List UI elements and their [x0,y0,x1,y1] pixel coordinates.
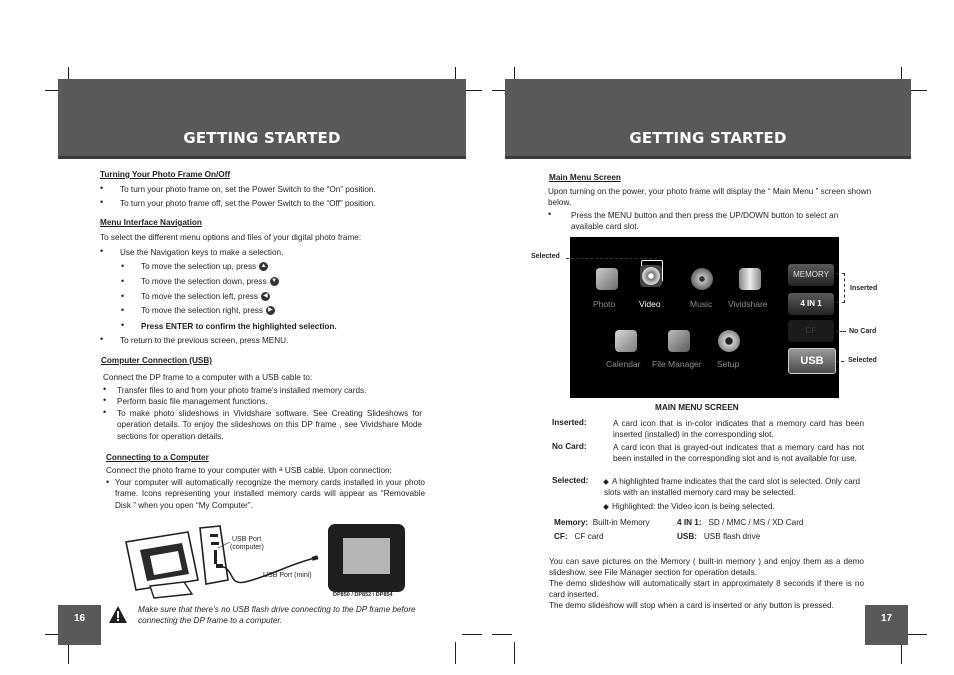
diamond-bullet-icon [603,504,609,510]
def-inserted-term: Inserted: [552,418,587,427]
onoff-item-2: To turn your photo frame off, set the Power Switch to the “Off” position. [120,199,376,208]
screen-caption: MAIN MENU SCREEN [655,403,739,412]
crop-mark [462,634,482,635]
def-nocard-text: A card icon that is grayed-out indicates that a memory card has not been installed in the corresponding slot and is not available for use. [613,443,864,463]
setup-label: Setup [717,359,740,369]
highlighted-note: Highlighted: the Video icon is being selected. [604,501,775,512]
usb-intro: Connect the DP frame to a computer with a USB cable to: [103,373,313,382]
computer-tower [200,526,228,584]
connecting-item: Your computer will automatically recognize the memory cards installed in your photo frame. Icons representing your installed memory cards will appear as “Removable Disk ” when you open “My Computer”. [115,478,425,510]
photo-icon[interactable] [596,268,618,290]
callout-selected-left: Selected [531,253,560,260]
crop-mark [514,642,515,664]
crop-mark [907,634,927,635]
arrow-right-icon: ▶ [266,306,275,315]
usb-heading: Computer Connection (USB) [101,356,212,365]
music-icon[interactable] [691,268,713,290]
def-selected-term: Selected: [552,476,589,485]
connecting-intro: Connect the photo frame to your computer with $^a$ USB cable. Upon connection: [106,466,392,475]
callout-selected-right: Selected [848,357,877,364]
crop-mark [901,642,902,664]
video-icon[interactable] [640,265,662,287]
arrow-left-icon: ◀ [261,292,270,301]
press-enter: Press ENTER to confirm the highlighted selection. [141,322,337,331]
usb-port-computer-label-2: (computer) [230,544,264,551]
usb-slot[interactable]: USB [788,348,836,374]
main-menu-bullet: Press the MENU button and then press the UP/DOWN button to select an available card slot. [571,211,839,232]
crop-mark [68,642,69,664]
arrow-down-icon: ▼ [271,278,278,285]
page-number-16: 16 [58,605,101,645]
usb-item-3: To make photo slideshows in Vividshare software. See Creating Slideshows for operation details. To enjoy the slideshows on this DP frame , see Vividshare Mode sections for operation details. [117,409,422,441]
file-manager-label: File Manager [652,359,702,369]
crop-mark [492,634,512,635]
def-selected-text: A highlighted frame indicates that the card slot is selected. Only card slots with an installed memory card may be selected. [604,477,861,497]
memory-slot[interactable]: MEMORY [788,264,834,286]
file-manager-icon[interactable] [668,330,690,352]
return-item: To return to the previous screen, press MENU. [120,336,289,345]
left-banner [58,79,466,159]
computer-monitor [126,532,198,598]
usb-item-2: Perform basic file management functions. [117,397,268,406]
nav-item: Use the Navigation keys to make a selection. [120,248,284,257]
diamond-bullet-icon [603,479,609,485]
four-in-one-row: 4 IN 1: SD / MMC / MS / XD Card [677,518,804,527]
page-number-17: 17 [865,605,908,645]
usb-item-1: Transfer files to and from your photo frame’s installed memory cards. [117,386,367,395]
usb-connection-diagram [120,520,415,602]
usb-port-computer-label: USB Port [232,536,262,543]
photo-label: Photo [593,299,616,309]
closing-para-2: The demo slideshow will automatically start in approximately 8 seconds if there is no card inserted. [549,579,864,599]
def-inserted-text: A card icon that is in-color indicates that a memory card has been inserted (installed) in the corresponding slot. [613,419,864,439]
onoff-heading: Turning Your Photo Frame On/Off [100,170,231,179]
video-label: Video [639,299,661,309]
nav-right: To move the selection right, press ▶ [141,305,275,316]
left-banner-title: GETTING STARTED [183,129,341,147]
crop-mark [455,642,456,664]
callout-inserted: Inserted [850,285,878,292]
cf-slot[interactable]: CF [788,320,834,342]
nav-heading: Menu Interface Navigation [100,218,202,227]
right-banner [505,79,911,159]
calendar-icon[interactable] [615,330,637,352]
cf-row: CF: CF card [554,532,604,541]
def-nocard-term: No Card: [552,442,587,451]
memory-row: Memory: Built-in Memory [554,518,650,527]
connecting-heading: Connecting to a Computer [106,453,209,462]
closing-para-1: You can save pictures on the Memory ( built-in memory ) and enjoy them as a demo slideshow. see File Manager section for operation details. [549,557,864,577]
nav-down: To move the selection down, press ▼ [141,277,278,286]
calendar-label: Calendar [606,359,641,369]
main-menu-screen [570,237,839,398]
warning-text: Make sure that there’s no USB flash drive connecting to the DP frame before connecting the DP frame to a computer. [138,605,416,626]
nav-up: To move the selection up, press ▲ [141,262,267,271]
arrow-up-icon: ▲ [260,263,267,270]
model-caption: DP850 / DP852 / DP854 [333,592,393,598]
warning-icon [108,605,128,625]
usb-row: USB: USB flash drive [677,532,761,541]
closing-para-3: The demo slideshow will stop when a card is inserted or any button is pressed. [549,601,834,610]
vividshare-icon[interactable] [739,268,761,290]
right-banner-title: GETTING STARTED [629,129,787,147]
callout-no-card: No Card [849,328,877,335]
setup-icon[interactable] [718,330,740,352]
four-in-one-slot[interactable]: 4 IN 1 [788,293,834,315]
main-menu-heading: Main Menu Screen [549,173,621,182]
nav-intro: To select the different menu options and files of your digital photo frame: [100,233,362,242]
usb-port-mini-label: USB Port (mini) [263,572,312,579]
vividshare-label: Vividshare [728,299,768,309]
onoff-item-1: To turn your photo frame on, set the Power Switch to the “On” position. [120,185,376,194]
photo-frame-device [328,524,405,592]
music-label: Music [690,299,713,309]
main-menu-intro: Upon turning on the power, your photo frame will display the “ Main Menu ” screen shown below. [548,187,872,208]
nav-left: To move the selection left, press ◀ [141,291,270,302]
